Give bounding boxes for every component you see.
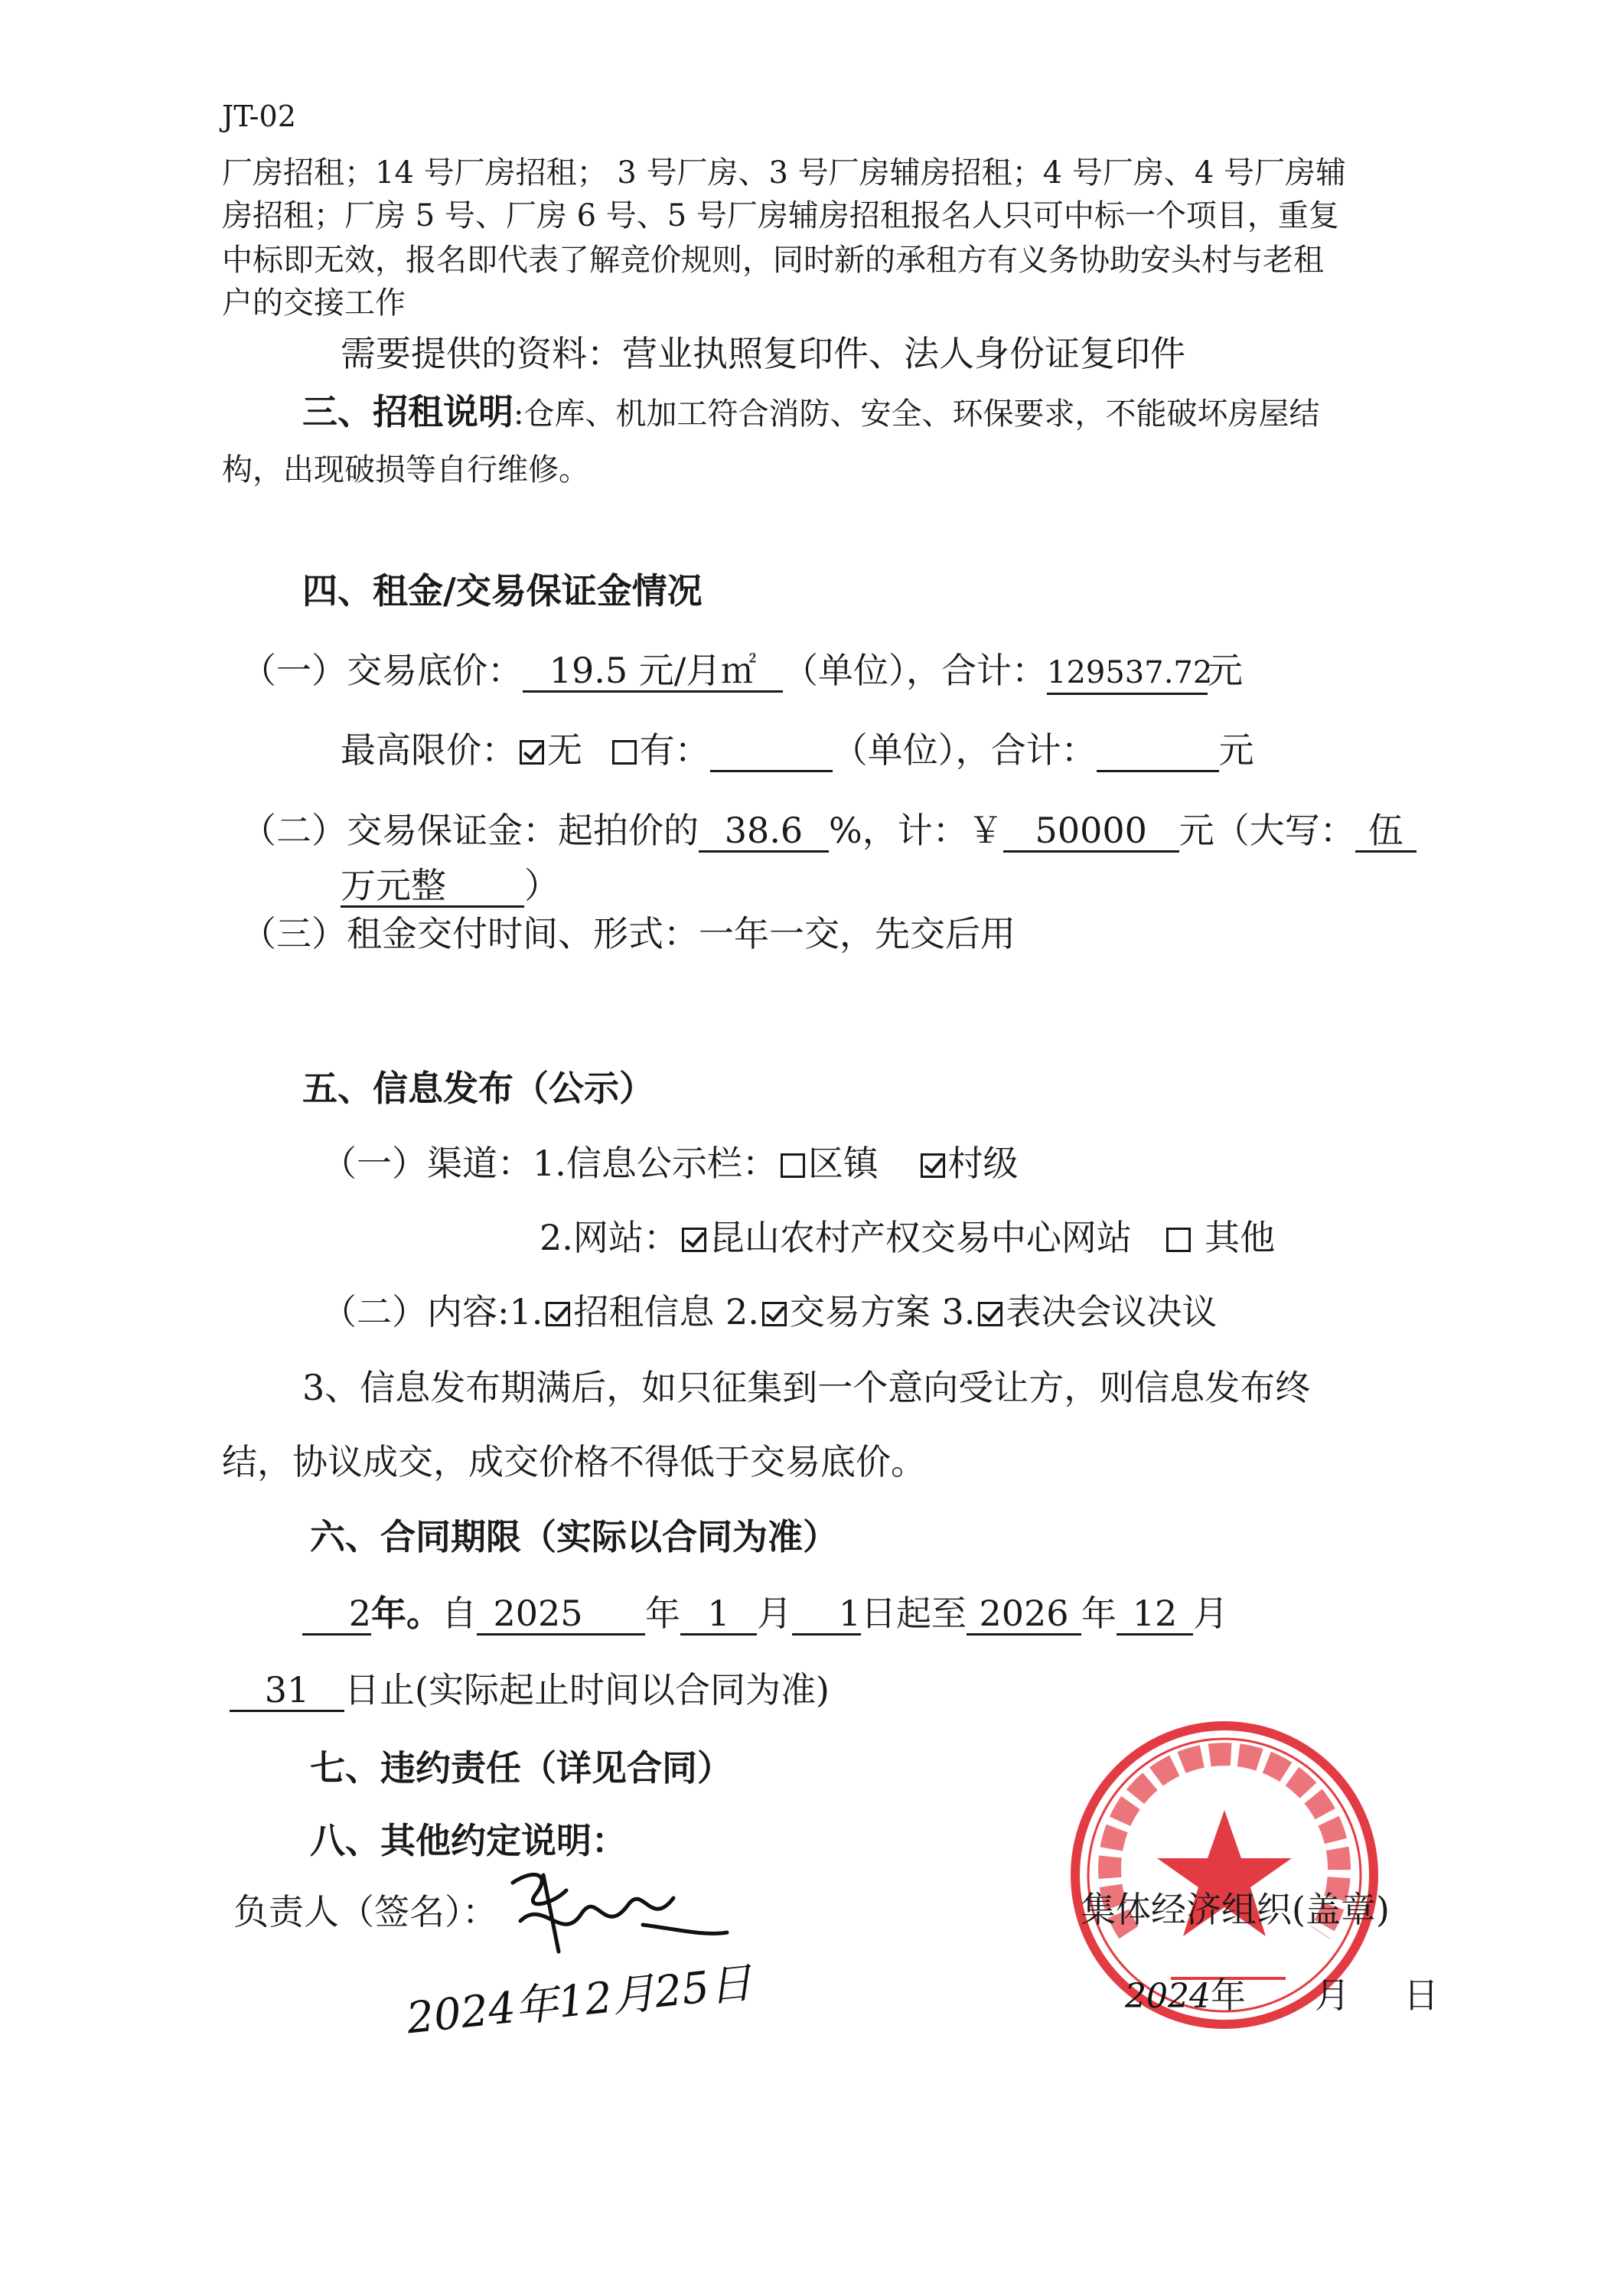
content-line — [321, 1289, 1217, 1335]
checkbox-trade-plan[interactable] — [762, 1302, 787, 1326]
max-yuan: 元 — [1218, 729, 1254, 771]
seal-date-line — [1125, 1972, 1439, 2020]
start-month-unit: 月 — [757, 1593, 792, 1634]
responsible-label: 负责人（签名）： — [233, 1891, 497, 1932]
channel-label: （一）渠道：1.信息公示栏： — [321, 1143, 778, 1184]
base-price-value: 19.5 元/月㎡ — [523, 651, 783, 693]
seal-date-year: 2024 — [1125, 1977, 1211, 2016]
para1-line4: 户的交接工作 — [222, 285, 406, 321]
channel-line — [321, 1140, 1019, 1186]
section3-line2: 构，出现破损等自行维修。 — [222, 452, 589, 488]
handwritten-date: 2024年12月25日 — [404, 1958, 755, 2044]
start-year-gap — [599, 1593, 645, 1636]
section8-heading: 八、其他约定说明： — [310, 1820, 627, 1861]
section7-heading: 七、违约责任（详见合同） — [310, 1747, 732, 1789]
checkbox-town[interactable] — [781, 1153, 805, 1178]
start-day: 1 — [792, 1593, 861, 1636]
village-label: 村级 — [947, 1143, 1019, 1184]
payment-line: （三）租金交付时间、形式：一年一交，先交后用 — [241, 913, 1016, 954]
town-label: 区镇 — [807, 1143, 879, 1184]
max-blank — [710, 730, 833, 772]
section3-text1: :仓库、机加工符合消防、安全、环保要求，不能破坏房屋结 — [513, 396, 1320, 432]
deposit-amount: 50000 — [1003, 810, 1179, 853]
deposit-line2 — [341, 863, 559, 908]
materials-line: 需要提供的资料：营业执照复印件、法人身份证复印件 — [341, 333, 1185, 374]
section4-heading: 四、租金/交易保证金情况 — [302, 570, 703, 612]
deposit-mid: %，计：￥ — [829, 810, 1003, 851]
website-label: 2.网站： — [540, 1217, 679, 1258]
start-day-unit: 日起至 — [861, 1593, 967, 1634]
end-day: 31 — [230, 1670, 344, 1712]
base-unit-label: （单位），合计： — [783, 650, 1047, 691]
end-year-unit: 年 — [1081, 1593, 1117, 1634]
checkbox-other-site[interactable] — [1166, 1228, 1191, 1252]
deposit-close: ） — [524, 865, 559, 906]
para1-line2: 房招租；厂房 5 号、厂房 6 号、5 号厂房辅房招租报名人只可中标一个项目，重复 — [222, 198, 1339, 233]
term-line2 — [230, 1667, 830, 1713]
deposit-label: （二）交易保证金：起拍价的 — [241, 810, 699, 851]
checkbox-kunshan-site[interactable] — [682, 1228, 706, 1252]
max-price-line — [341, 727, 1254, 773]
seal-date-yue: 月 — [1314, 1975, 1350, 2016]
checkbox-village[interactable] — [921, 1153, 945, 1178]
max-none-label: 无 — [547, 729, 582, 771]
term-line1 — [302, 1590, 1228, 1636]
checkbox-max-none[interactable] — [520, 740, 544, 765]
section3-line1 — [302, 389, 1319, 437]
base-total: 129537.72 — [1047, 653, 1208, 695]
max-has-label: 有： — [639, 729, 710, 771]
seal-date-nian: 年 — [1210, 1975, 1246, 2016]
section3-heading: 三、招租说明 — [302, 391, 513, 432]
checkbox-vote-resolution[interactable] — [978, 1302, 1002, 1326]
collective-seal-label: 集体经济组织(盖章) — [1081, 1889, 1390, 1930]
deposit-line — [241, 807, 1417, 853]
doc-code: JT-02 — [222, 99, 296, 133]
term-years: 2 — [302, 1593, 371, 1636]
start-month: 1 — [680, 1593, 757, 1636]
para1-line3: 中标即无效，报名即代表了解竞价规则，同时新的承租方有义务协助安头村与老租 — [222, 243, 1324, 278]
checkbox-max-has[interactable] — [612, 740, 637, 765]
max-label: 最高限价： — [341, 729, 517, 771]
section5-heading: 五、信息发布（公示） — [302, 1068, 654, 1109]
deposit-words-part1: 伍 — [1355, 810, 1417, 853]
deposit-words-part2: 万元整 — [341, 866, 524, 908]
section6-heading: 六、合同期限（实际以合同为准） — [310, 1516, 838, 1557]
base-yuan: 元 — [1208, 650, 1243, 691]
base-price-line — [241, 647, 1243, 695]
max-total-blank — [1097, 730, 1219, 772]
notice-line1: 3、信息发布期满后，如只征集到一个意向受让方，则信息发布终 — [302, 1367, 1311, 1408]
other-site-label: 其他 — [1205, 1217, 1276, 1258]
notice-line2: 结，协议成交，成交价格不得低于交易底价。 — [222, 1441, 926, 1482]
start-year-unit: 年 — [645, 1593, 680, 1634]
term-nian-bold: 年。 — [371, 1593, 442, 1634]
term-from: 自 — [442, 1593, 477, 1634]
base-price-label: （一）交易底价： — [241, 650, 523, 691]
trade-plan-label: 交易方案 3. — [789, 1291, 976, 1332]
start-year: 2025 — [477, 1593, 599, 1636]
website-line — [540, 1215, 1275, 1261]
end-year: 2026 — [967, 1593, 1081, 1636]
content-label: （二）内容:1. — [321, 1291, 543, 1332]
deposit-tail: 元（大写： — [1179, 810, 1355, 851]
para1-line1: 厂房招租；14 号厂房招租； 3 号厂房、3 号厂房辅房招租；4 号厂房、4 号厂房辅 — [222, 155, 1346, 191]
deposit-pct: 38.6 — [699, 810, 829, 853]
checkbox-rent-info[interactable] — [546, 1302, 570, 1326]
seal-date-ri: 日 — [1403, 1975, 1439, 2016]
kunshan-site-label: 昆山农村产权交易中心网站 — [709, 1217, 1132, 1258]
end-day-unit: 日止(实际起止时间以合同为准) — [344, 1669, 830, 1711]
handwritten-signature — [490, 1852, 735, 1967]
vote-resolution-label: 表决会议决议 — [1006, 1291, 1218, 1332]
rent-info-label: 招租信息 2. — [573, 1291, 759, 1332]
end-month-unit: 月 — [1193, 1593, 1228, 1634]
end-month: 12 — [1117, 1593, 1193, 1636]
max-unit-label: （单位），合计： — [832, 729, 1097, 771]
